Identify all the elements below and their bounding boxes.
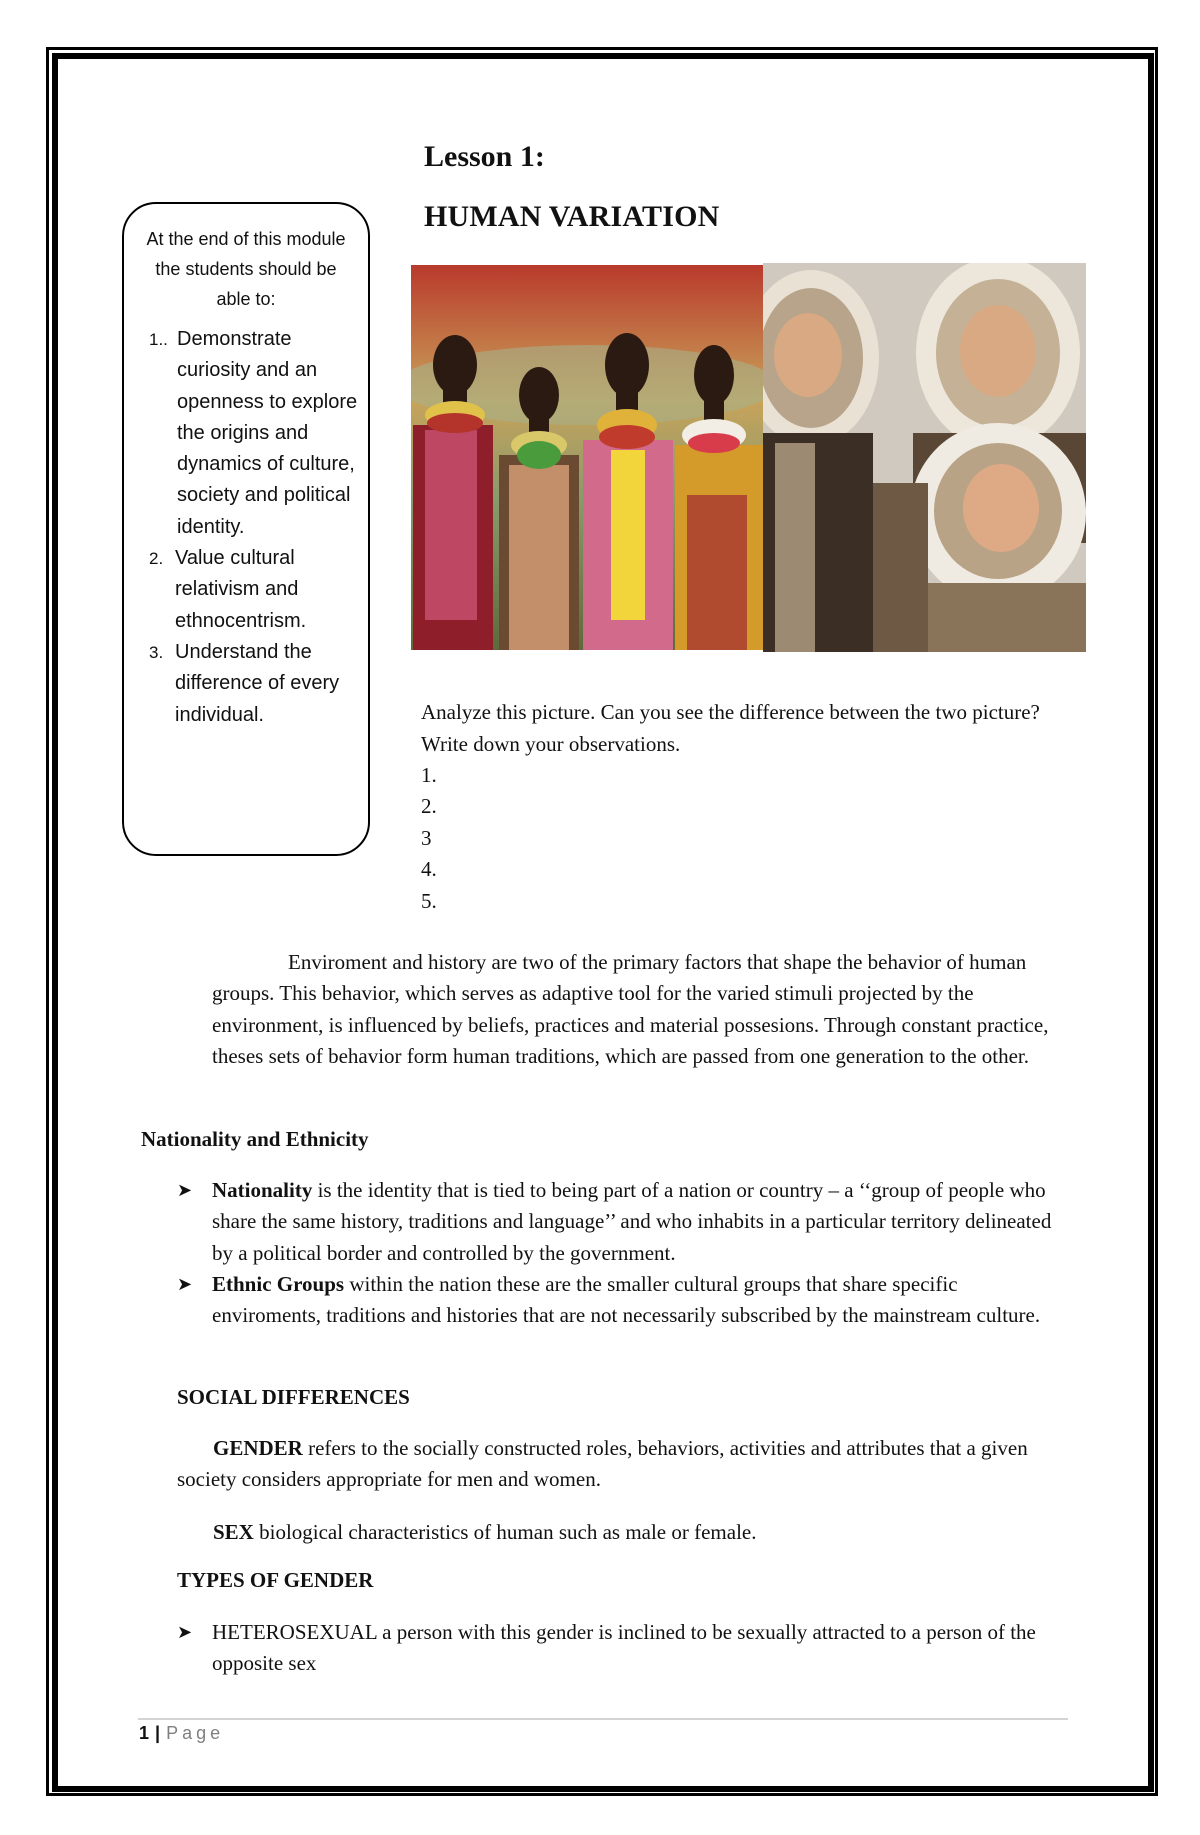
objective-text: Understand the difference of every individual.: [175, 640, 340, 726]
sex-term: SEX: [213, 1520, 254, 1544]
objectives-intro: At the end of this module the students should be able to:: [146, 229, 346, 309]
answer-line: 4.: [421, 857, 437, 882]
gender-text: refers to the socially constructed roles, behaviors, activities and attributes that a given society considers appropriate for men and women.: [177, 1436, 1028, 1492]
types-of-gender-heading: TYPES OF GENDER: [177, 1568, 374, 1592]
children-parkas-photo: [763, 263, 1086, 652]
arrow-bullet-icon: ➤: [177, 1622, 193, 1642]
african-women-illustration: [411, 265, 763, 650]
bullet-nationality: [177, 1175, 1067, 1269]
gender-definition: [177, 1433, 1067, 1496]
objective-number: 3.: [149, 642, 164, 662]
objective-number: 2.: [149, 549, 164, 569]
objective-item: [149, 543, 358, 637]
footer-divider: [138, 1718, 1068, 1720]
children-parkas-illustration: [763, 263, 1086, 652]
objective-item: [149, 324, 358, 543]
bullet-term: Ethnic Groups: [212, 1272, 345, 1296]
answer-line: 5.: [421, 888, 437, 913]
arrow-bullet-icon: ➤: [177, 1274, 193, 1294]
bullet-text: is the identity that is tied to being part of a nation or country – a ‘‘group of people who share the same history, traditions and language’’ and who inhabits in a particular territory delineated by a political border and controlled by the government.: [212, 1178, 1052, 1265]
african-women-photo: [411, 265, 763, 650]
page-label: Page: [166, 1723, 225, 1743]
answer-line: 3: [421, 825, 432, 850]
objective-item: [149, 637, 358, 731]
activity-prompt: Analyze this picture. Can you see the difference between the two picture? Write down your observations.: [421, 700, 1040, 756]
bullet-body: [212, 1269, 1067, 1332]
objective-number: 1..: [149, 330, 168, 349]
answer-line: 1.: [421, 763, 437, 787]
answer-line: 2.: [421, 794, 437, 819]
objective-text: Demonstrate curiosity and an openness to explore the origins and dynamics of culture, society and political identity.: [177, 328, 358, 538]
lesson-title: HUMAN VARIATION: [424, 200, 720, 233]
bullet-text: HETEROSEXUAL a person with this gender is inclined to be sexually attracted to a person of the opposite sex: [212, 1620, 1036, 1676]
answer-list: [421, 760, 1061, 917]
page-number: 1: [139, 1723, 150, 1743]
footer-separator: |: [155, 1723, 161, 1743]
sex-text: biological characteristics of human such as male or female.: [253, 1520, 757, 1544]
arrow-bullet-icon: ➤: [177, 1180, 193, 1200]
observation-activity: [421, 697, 1061, 917]
page-footer: [139, 1723, 224, 1744]
bullet-heterosexual: [177, 1617, 1067, 1680]
learning-objectives-box: [122, 202, 370, 856]
objective-text: Value cultural relativism and ethnocentrism.: [175, 547, 307, 632]
bullet-body: [212, 1175, 1067, 1269]
objectives-list: [124, 324, 368, 731]
intro-paragraph: Enviroment and history are two of the primary factors that shape the behavior of human groups. This behavior, which serves as adaptive tool for the varied stimuli projected by the environment, is influenced by beliefs, practices and material possesions. Through constant practice, theses sets of behavior form human traditions, which are passed from one generation to the other.: [212, 950, 1049, 1068]
lesson-number: Lesson 1:: [424, 140, 545, 173]
nationality-heading: Nationality and Ethnicity: [141, 1127, 369, 1151]
bullet-term: Nationality: [212, 1178, 313, 1202]
gender-term: GENDER: [213, 1436, 303, 1460]
bullet-ethnic-groups: [177, 1269, 1067, 1332]
sex-definition: [177, 1517, 1067, 1548]
bullet-text: within the nation these are the smaller cultural groups that share specific enviroments, traditions and histories that are not necessarily subscribed by the mainstream culture.: [212, 1272, 1041, 1328]
social-differences-heading: SOCIAL DIFFERENCES: [177, 1385, 410, 1409]
